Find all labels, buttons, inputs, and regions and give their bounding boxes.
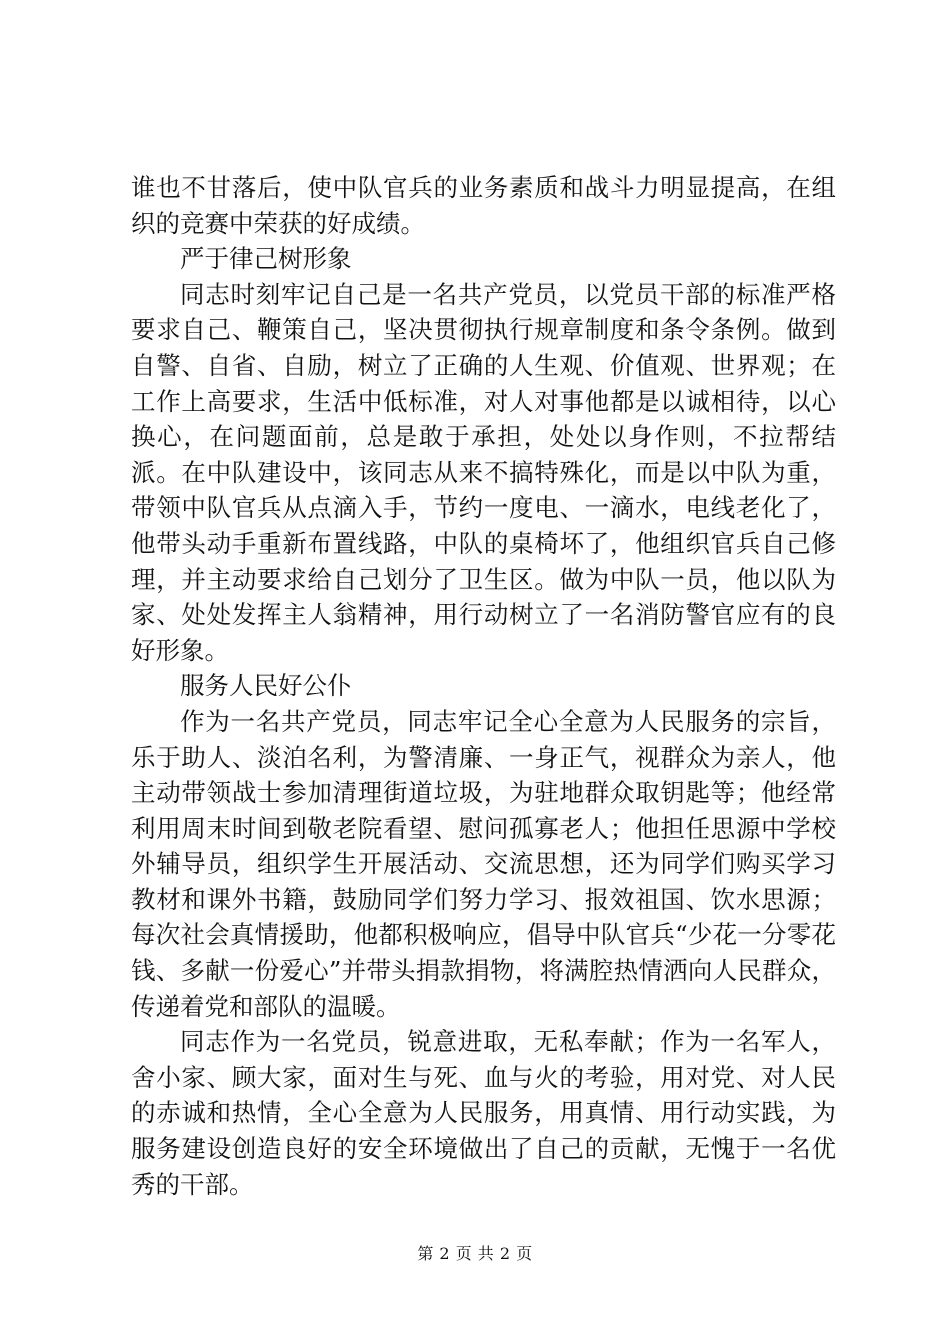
section-heading-public-servant: 服务人民好公仆 [180,671,352,701]
paragraph-public-service: 作为一名共产党员，同志牢记全心全意为人民服务的宗旨，乐于助人、淡泊名利，为警清廉、一身正气，视群众为亲人，他主动带领战士参加清理街道垃圾，为驻地群众取钥匙等；他经常利用周末时间到敬老院看望、慰问孤寡老人；他担任思源中学校外辅导员，组织学生开展活动、交流思想，还为同学们购买学习教材和课外书籍，鼓励同学们努力学习、报效祖国、饮水思源；每次社会真情援助，他都积极响应，倡导中队官兵“少花一分零花钱、多献一份爱心”并带头捐款捐物，将满腔热情洒向人民群众，传递着党和部队的温暖。 [131,706,836,1021]
paragraph-continuation: 谁也不甘落后，使中队官兵的业务素质和战斗力明显提高，在组织的竞赛中荣获的好成绩。 [131,173,836,238]
document-body [131,170,836,1202]
paragraph-conclusion: 同志作为一名党员，锐意进取，无私奉献；作为一名军人，舍小家、顾大家，面对生与死、血与火的考验，用对党、对人民的赤诚和热情，全心全意为人民服务，用真情、用行动实践，为服务建设创造良好的安全环境做出了自己的贡献，无愧于一名优秀的干部。 [131,1027,836,1199]
section-heading-self-discipline: 严于律己树形象 [180,244,352,274]
paragraph-self-discipline: 同志时刻牢记自己是一名共产党员，以党员干部的标准严格要求自己、鞭策自己，坚决贯彻执行规章制度和条令条例。做到自警、自省、自励，树立了正确的人生观、价值观、世界观；在工作上高要求，生活中低标准，对人对事他都是以诚相待，以心换心，在问题面前，总是敢于承担，处处以身作则，不拉帮结派。在中队建设中，该同志从来不搞特殊化，而是以中队为重，带领中队官兵从点滴入手，节约一度电、一滴水，电线老化了，他带头动手重新布置线路，中队的桌椅坏了，他组织官兵自己修理，并主动要求给自己划分了卫生区。做为中队一员，他以队为家、处处发挥主人翁精神，用行动树立了一名消防警官应有的良好形象。 [131,279,836,665]
page-number-footer: 第 2 页 共 2 页 [417,1244,533,1263]
